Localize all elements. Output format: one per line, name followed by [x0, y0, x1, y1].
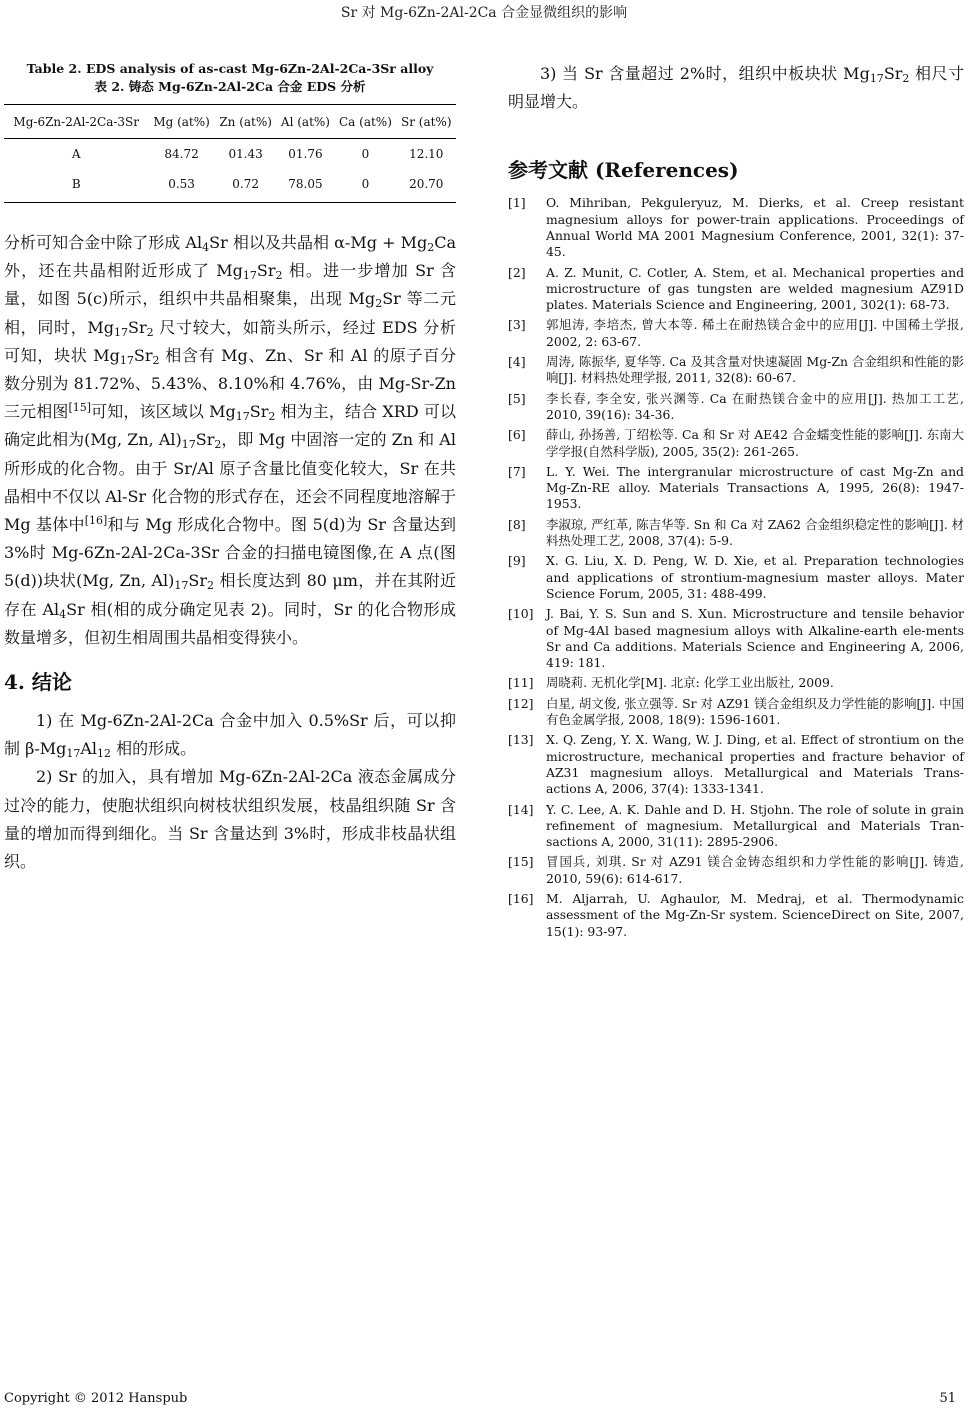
table-header-cell: Ca (at%) — [334, 105, 396, 139]
reference-number: [9] — [508, 553, 526, 569]
reference-text: X. G. Liu, X. D. Peng, W. D. Xie, et al. Preparation technologies and applications of strontium-magnesium master alloys. Mater Science Forum, 2005, 31: 488-499. — [546, 553, 964, 601]
reference-item — [508, 553, 964, 602]
reference-text: 李长春, 李全安, 张兴渊等. Ca 在耐热镁合金中的应用[J]. 热加工工艺, 2010, 39(16): 34-36. — [546, 390, 964, 422]
reference-text: 周晓莉. 无机化学[M]. 北京: 化学工业出版社, 2009. — [546, 675, 834, 691]
table-cell: 12.10 — [409, 147, 444, 161]
table-cell: A — [71, 147, 81, 161]
eds-table — [4, 104, 456, 203]
reference-number: [4] — [508, 354, 526, 370]
reference-number: [12] — [508, 695, 534, 711]
reference-item — [508, 464, 964, 513]
reference-item — [508, 265, 964, 314]
table-header-cell: Zn (at%) — [215, 105, 277, 139]
right-column — [508, 60, 964, 944]
reference-text: 白星, 胡文俊, 张立强等. Sr 对 AZ91 镁合金组织及力学性能的影响[J]. 中国有色金属学报, 2008, 18(9): 1596-1601. — [546, 695, 964, 728]
table-cell: 0 — [334, 169, 396, 203]
table-caption-cn: 表 2. 铸态 Mg-6Zn-2Al-2Ca 合金 EDS 分析 — [94, 79, 366, 94]
reference-number: [1] — [508, 195, 526, 211]
table-header-cell: Sr (at%) — [397, 105, 456, 139]
reference-list — [508, 195, 964, 939]
table-cell: B — [4, 169, 148, 203]
reference-text: L. Y. Wei. The intergranular microstructure of cast Mg-Zn and Mg-Zn-RE alloy. Materials Transactions A, 1995, 26(8): 1947-1953. — [546, 463, 964, 512]
reference-item — [508, 517, 964, 550]
left-column — [4, 60, 456, 876]
conclusion-2: 2) Sr 的加入，具有增加 Mg-6Zn-2Al-2Ca 液态金属成分过冷的能力，使胞状组织向树枝状组织发展，枝晶组织随 Sr 含量的增加而得到细化。当 Sr 含量达到 3%时，形成非枝晶状组织。 — [4, 767, 456, 872]
table-cell: 0.72 — [215, 169, 277, 203]
reference-text: 薛山, 孙扬善, 丁绍松等. Ca 和 Sr 对 AE42 合金蠕变性能的影响[J]. 东南大学学报(自然科学版), 2005, 35(2): 261-265. — [546, 427, 964, 459]
reference-text: 冒国兵, 刘琪. Sr 对 AZ91 镁合金铸态组织和力学性能的影响[J]. 铸造, 2010, 59(6): 614-617. — [546, 854, 964, 886]
reference-text: 周涛, 陈振华, 夏华等. Ca 及其含量对快速凝固 Mg-Zn 合金组织和性能的影响[J]. 材料热处理学报, 2011, 32(8): 60-67. — [546, 354, 964, 386]
reference-item — [508, 802, 964, 851]
table-cell: 84.72 — [164, 147, 199, 161]
reference-item — [508, 317, 964, 350]
reference-item — [508, 195, 964, 260]
reference-number: [3] — [508, 317, 526, 333]
reference-number: [11] — [508, 675, 534, 691]
footer-page-number: 51 — [939, 1391, 956, 1406]
running-head: Sr 对 Mg-6Zn-2Al-2Ca 合金显微组织的影响 — [340, 5, 628, 21]
table-header-row — [4, 105, 456, 139]
reference-number: [5] — [508, 390, 526, 406]
table-cell: 78.05 — [277, 169, 335, 203]
reference-item — [508, 696, 964, 729]
reference-text: A. Z. Munit, C. Cotler, A. Stem, et al. Mechanical properties and microstructure of gas tungsten are welded magnesium AZ91D plates. Materials Science and Engineering, 2001, 302(1): 68-73. — [546, 264, 964, 313]
section-title-conclusion: 4. 结论 — [4, 670, 72, 695]
reference-number: [13] — [508, 732, 534, 748]
reference-text: Y. C. Lee, A. K. Dahle and D. H. Stjohn. The role of solute in grain refinement of magnesium. Metallurgical and Materials Tran-sactions A, 2000, 31(11): 2895-2906. — [546, 801, 964, 850]
table-cell: 01.76 — [288, 147, 323, 161]
table-row — [4, 169, 456, 203]
reference-item — [508, 675, 964, 691]
footer-copyright: Copyright © 2012 Hanspub — [4, 1391, 188, 1406]
table-cell: 0.53 — [148, 169, 214, 203]
references-title: 参考文献 (References) — [508, 158, 739, 183]
reference-item — [508, 891, 964, 940]
reference-item — [508, 606, 964, 671]
table-cell: 01.43 — [228, 147, 263, 161]
reference-item — [508, 732, 964, 797]
reference-number: [7] — [508, 463, 526, 479]
reference-text: 郭旭涛, 李培杰, 曾大本等. 稀土在耐热镁合金中的应用[J]. 中国稀土学报, 2002, 2: 63-67. — [546, 317, 964, 349]
reference-number: [6] — [508, 427, 526, 443]
table-header-cell: Mg (at%) — [148, 105, 214, 139]
reference-text: M. Aljarrah, U. Aghaulor, M. Medraj, et al. Thermodynamic assessment of the Mg-Zn-Sr system. ScienceDirect on Site, 2007, 15(1): 93-97. — [546, 890, 964, 939]
reference-number: [10] — [508, 606, 534, 622]
reference-item — [508, 391, 964, 424]
reference-text: J. Bai, Y. S. Sun and S. Xun. Microstructure and tensile behavior of Mg-4Al based magnesium alloys with Alkaline-earth ele-ments Sr and Ca additions. Materials Science and Engineering A, 2006, 419: 181. — [546, 606, 964, 671]
reference-item — [508, 854, 964, 887]
reference-number: [8] — [508, 516, 526, 532]
reference-text: O. Mihriban, Pekguleryuz, M. Dierks, et al. Creep resistant magnesium alloys for power-train applications. Proceedings of Annual World MA 2001 Magnesium Conference, 2001, 32(1): 37-45. — [546, 195, 964, 260]
reference-number: [2] — [508, 264, 526, 280]
conclusion-1: 1) 在 Mg-6Zn-2Al-2Ca 合金中加入 0.5%Sr 后，可以抑制 $\beta-Mg_{17}Al_{12}$ 相的形成。 — [4, 711, 456, 761]
table-cell: 0 — [361, 147, 370, 161]
table-cell: 20.70 — [397, 169, 456, 203]
table-row — [4, 139, 456, 170]
conclusion-3: 3) 当 Sr 含量超过 2%时，组织中板块状 $Mg_{17}Sr_2$ 相尺寸明显增大。 — [508, 64, 964, 112]
reference-number: [15] — [508, 854, 534, 870]
body-paragraph-analysis: 分析可知合金中除了形成 $Al_4Sr$ 相以及共晶相 $\alpha-Mg + Mg_2Ca$ 外，还在共晶相附近形成了 $Mg_{17}Sr_2$ 相。进一步增加 Sr 含量，如图 5(c)所示，组织中共晶相聚集，出现 $Mg_2Sr$ 等二元相，同时，$Mg_{17}Sr_2$ 尺寸较大，如箭头所示，经过 EDS 分析可知，块状 $Mg_{17}Sr_2$ 相含有 Mg、Zn、Sr 和 Al 的原子百分数分别为 81.72%、5.43%、8.10%和 4.76%，由 Mg-Sr-Zn 三元相图[15]可知，该区域以 $Mg_{17}Sr_2$ 相为主，结合 XRD 可以确定此相为(Mg, Zn, $Al)_{17}Sr_2$，即 Mg 中固溶一定的 Zn 和 Al 所形成的化合物。由于 Sr/Al 原子含量比值变化较大，Sr 在共晶相中不仅以 Al-Sr 化合物的形式存在，还会不同程度地溶解于 Mg 基体中[16]和与 Mg 形成化合物中。图 5(d)为 Sr 含量达到 3%时 Mg-6Zn-2Al-2Ca-3Sr 合金的扫描电镜图像,在 A 点(图 5(d))块状(Mg, Zn, $Al)_{17}Sr_2$ 相长度达到 80 μm，并在其附近存在 $Al_4Sr$ 相(相的成分确定见表 2)。同时，Sr 的化合物形成数量增多，但初生相周围共晶相变得狭小。 — [4, 233, 456, 647]
table-caption-en: Table 2. EDS analysis of as-cast Mg-6Zn-2Al-2Ca-3Sr alloy — [26, 61, 434, 76]
reference-item — [508, 427, 964, 460]
reference-number: [14] — [508, 801, 534, 817]
reference-item — [508, 354, 964, 387]
reference-text: 李淑琼, 严红革, 陈吉华等. Sn 和 Ca 对 ZA62 合金组织稳定性的影响[J]. 材料热处理工艺, 2008, 37(4): 5-9. — [546, 516, 964, 549]
reference-text: X. Q. Zeng, Y. X. Wang, W. J. Ding, et al. Effect of strontium on the microstructure, mechanical properties and fracture behavior of AZ31 magnesium alloys. Metallurgical and Materials Trans-actions A, 2006, 37(4): 1333-1341. — [546, 732, 964, 797]
reference-number: [16] — [508, 890, 534, 906]
table-header-cell: Mg-6Zn-2Al-2Ca-3Sr — [4, 105, 148, 139]
table-header-cell: Al (at%) — [277, 105, 335, 139]
